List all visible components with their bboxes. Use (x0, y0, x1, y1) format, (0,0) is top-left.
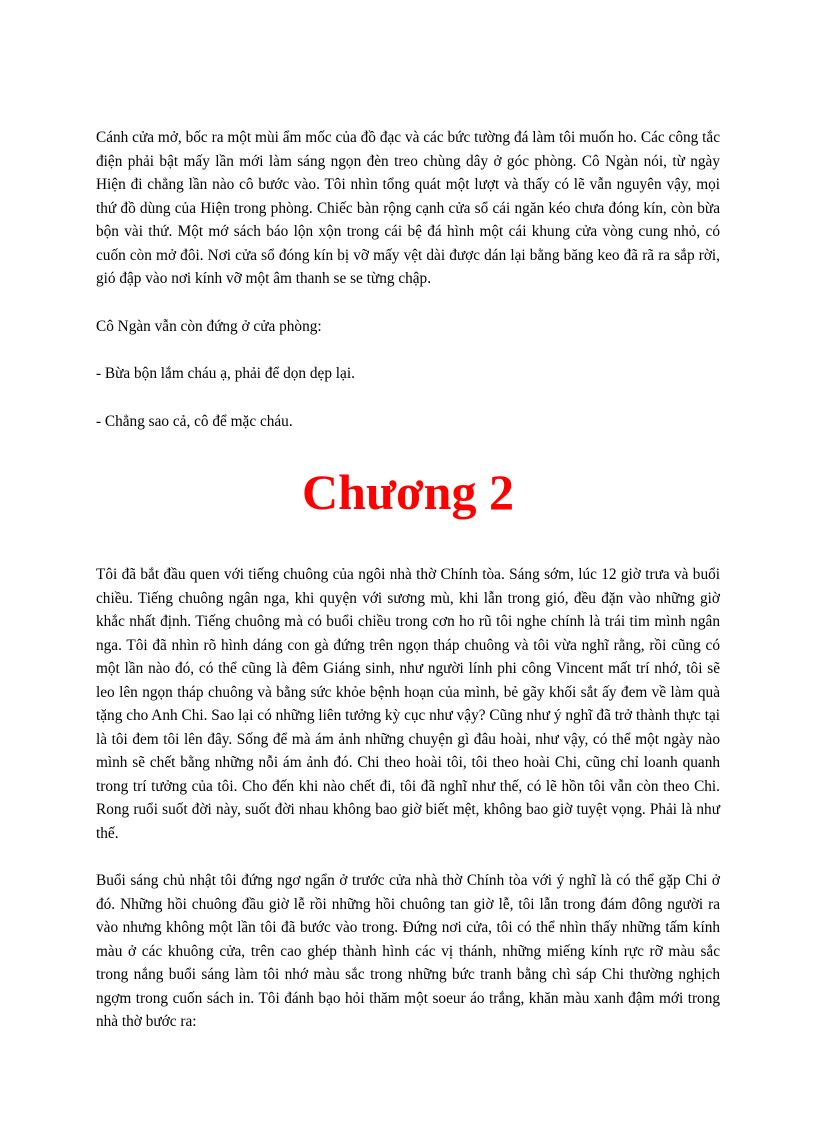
dialogue-line-narrator: - Chẳng sao cả, cô để mặc cháu. (96, 412, 293, 430)
paragraph-sunday-morning: Buổi sáng chủ nhật tôi đứng ngơ ngẩn ở trước cửa nhà thờ Chính tòa với ý nghĩ là có thể gặp Chi ở đó. Những hồi chuông đầu giờ lễ rồi những hồi chuông tan giờ lễ, tôi lẫn trong đám đông người ra vào nhưng không một lần tôi đã bước vào trong. Đứng nơi cửa, tôi có thể nhìn thấy những tấm kính màu ở các khuông cửa, trên cao ghép thành hình các vị thánh, những miếng kính rực rỡ màu sắc trong nắng buổi sáng làm tôi nhớ màu sắc trong những bức tranh bằng chì sáp Chi thường nghịch ngợm trong cuốn sách in. Tôi đánh bạo hỏi thăm một soeur áo trắng, khăn màu xanh đậm mới trong nhà thờ bước ra: (96, 872, 720, 1030)
paragraph-room-description: Cánh cửa mở, bốc ra một mùi ẩm mốc của đồ đạc và các bức tường đá làm tôi muốn ho. Các công tắc điện phải bật mấy lần mới làm sáng ngọn đèn treo chùng dây ở góc phòng. Cô Ngàn nói, từ ngày Hiện đi chẳng lần nào cô bước vào. Tôi nhìn tổng quát một lượt và thấy có lẽ vẫn nguyên vậy, mọi thứ đồ dùng của Hiện trong phòng. Chiếc bàn rộng cạnh cửa sổ cái ngăn kéo chưa đóng kín, còn bừa bộn vài thứ. Một mớ sách báo lộn xộn trong cái bệ đá hình một cái khung cửa vòng cung nhỏ, có cuốn còn mở đôi. Nơi cửa sổ đóng kín bị vỡ mấy vệt dài được dán lại bằng băng keo đã rã ra sắp rời, gió đập vào nơi kính vỡ một âm thanh se se từng chập. (96, 129, 720, 287)
paragraph-aunt-at-door: Cô Ngàn vẫn còn đứng ở cửa phòng: (96, 317, 322, 335)
dialogue-line-aunt: - Bừa bộn lắm cháu ạ, phải để dọn dẹp lại. (96, 365, 355, 382)
paragraph-church-bells: Tôi đã bắt đầu quen với tiếng chuông của ngôi nhà thờ Chính tòa. Sáng sớm, lúc 12 giờ trưa và buổi chiều. Tiếng chuông ngân nga, khi quyện với sương mù, khi lẫn trong gió, đều đặn vào những giờ khắc nhất định. Tiếng chuông mà có buổi chiều trong cơn ho rũ tôi nghe chính là trái tim mình ngân nga. Tôi đã nhìn rõ hình dáng con gà đứng trên ngọn tháp chuông và tôi vừa nghĩ rằng, rồi cũng có một lần nào đó, có thể cũng là đêm Giáng sinh, như người lính phi công Vincent mất trí nhớ, tôi sẽ leo lên ngọn tháp chuông và bằng sức khỏe bệnh hoạn của mình, bẻ gãy khối sắt ấy đem về làm quà tặng cho Anh Chi. Sao lại có những liên tưởng kỳ cục như vậy? Cũng như ý nghĩ đã trở thành thực tại là tôi đem tôi lên đây. Sống để mà ám ảnh những chuyện gì đâu hoài, như vậy, có thể một ngày nào mình sẽ chết bằng những nỗi ám ảnh đó. Chi theo hoài tôi, tôi theo hoài Chi, cũng chỉ loanh quanh trong trí tưởng của tôi. Cho đến khi nào chết đi, tôi đã nghĩ như thế, có lẽ hồn tôi vẫn còn theo Chi. Rong ruổi suốt đời này, suốt đời nhau không bao giờ biết mệt, không bao giờ tuyệt vọng. Phải là như thế. (96, 566, 720, 842)
document-page (96, 126, 720, 1058)
chapter-heading: Chương 2 (302, 464, 514, 520)
